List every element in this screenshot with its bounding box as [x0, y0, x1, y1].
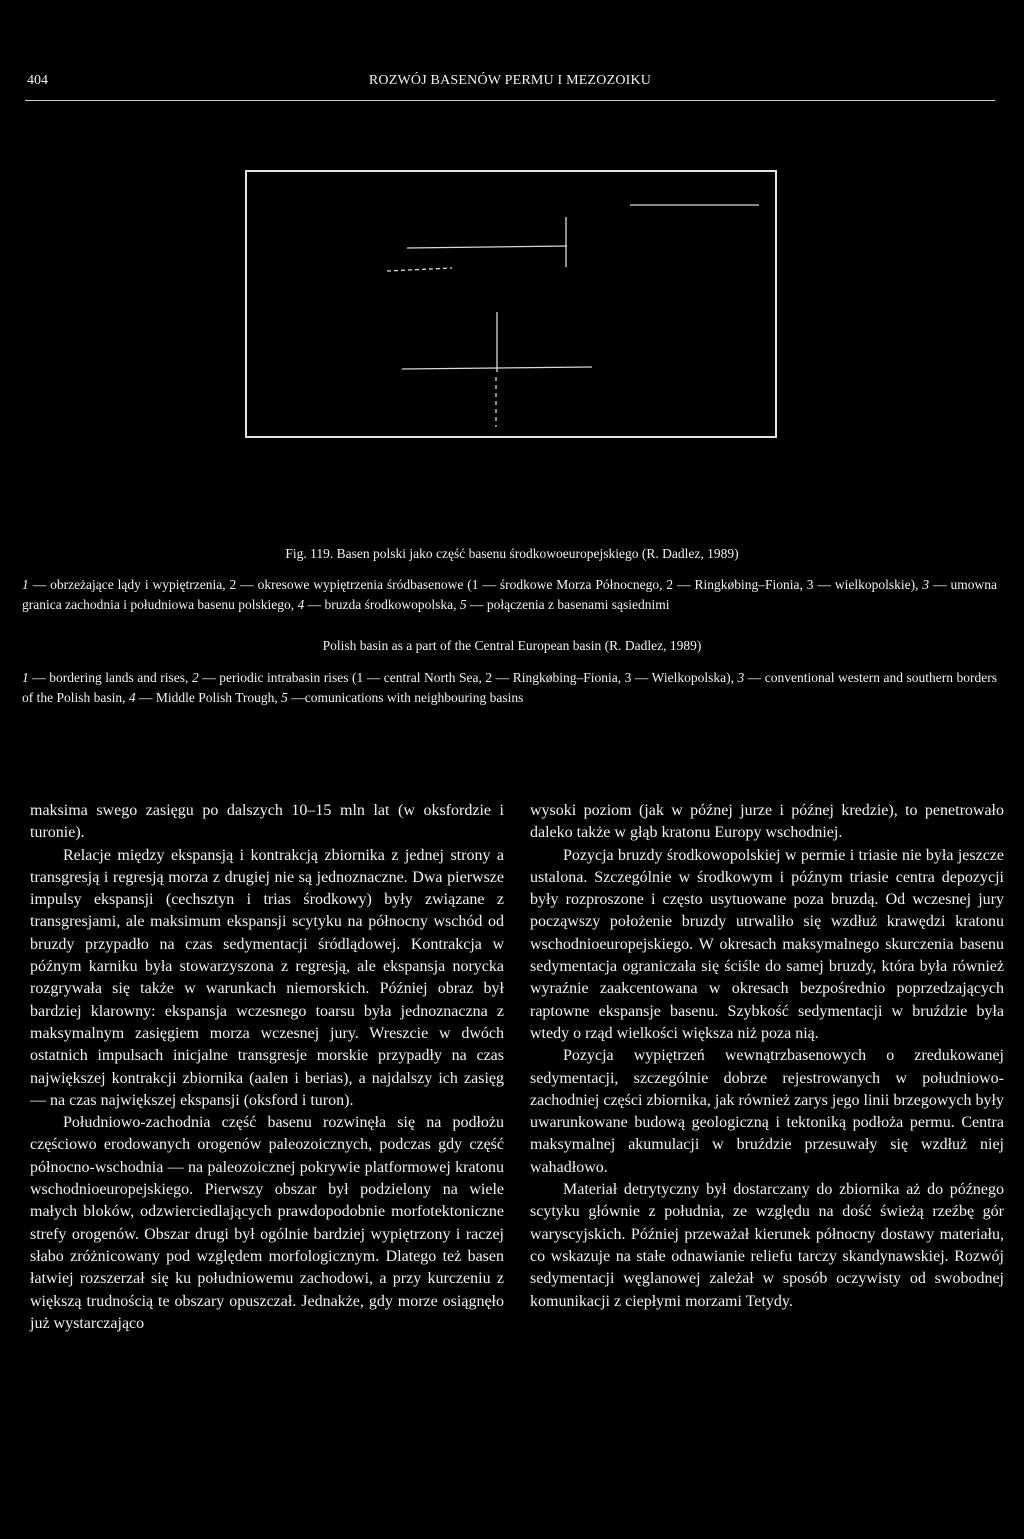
figure-caption-legend-pl: [22, 575, 997, 615]
map-line-upper-dashed: [387, 268, 452, 271]
caption_pl_legend-legend-number: 4: [297, 597, 305, 612]
caption_pl_legend-legend-text: — połączenia z basenami sąsiednimi: [466, 597, 670, 612]
paragraph: maksima swego zasięgu po dalszych 10–15 mln lat (w oksfordzie i turonie).: [30, 802, 504, 842]
paragraph: Materiał detrytyczny był dostarczany do zbiornika aż do późnego scytyku głównie z południa, ze względu na dość świeżą rzeźbę gór waryscyjskich. Później przeważał kierunek północny dostawy materiału, co wskazuje na stałe odnawianie reliefu tarczy skandynawskiej. Rozwój sedymentacji węglanowej zależał w sposób oczywisty od swobodnej komunikacji z ciepłymi morzami Tetydy.: [530, 1181, 1004, 1310]
figure-caption-legend-en: [22, 668, 997, 708]
text-column-right: [530, 800, 1004, 1313]
caption_pl_legend-legend-number: 1: [22, 577, 29, 592]
text-column-left: [30, 800, 504, 1335]
caption_pl_legend-legend-text: — bruzda środkowopolska,: [304, 597, 460, 612]
caption_en_legend-legend-text: — Middle Polish Trough,: [135, 690, 282, 705]
map-line-upper-horizontal: [407, 246, 567, 248]
paragraph: Południowo-zachodnia część basenu rozwinęła się na podłożu częściowo erodowanych orogenów paleozoicznych, podczas gdy część północno-wschodnia — na paleozoicznej pokrywie platformowej kratonu wschodnioeuropejskiego. Pierwszy obszar był podzielony na wiele małych bloków, odzwierciedlających prawdopodobnie morfotektoniczne strefy orogenów. Obszar drugi był ogólnie bardziej wypiętrzony i raczej słabo zróżnicowany pod względem morfologicznym. Dlatego też basen łatwiej rozszerzał się ku południowemu zachodowi, a przy kurczeniu z większą trudnością te obszary opuszczał. Jednakże, gdy morze osiągnęło już wystarczająco: [30, 1114, 504, 1332]
caption_pl_legend-legend-text: — umowna granica zachodnia i południowa basenu polskiego,: [22, 577, 997, 612]
caption_en_legend-legend-text: — periodic intrabasin rises (1 — central North Sea, 2 — Ringkøbing–Fionia, 3 — Wielkopolska),: [198, 670, 738, 685]
caption_pl_legend-legend-number: 5: [459, 597, 467, 612]
figure-caption-title-pl: Fig. 119. Basen polski jako część basenu środkowoeuropejskiego (R. Dadlez, 1989): [285, 546, 739, 561]
caption_en_legend-legend-text: — conventional western and southern borders of the Polish basin,: [22, 670, 998, 705]
caption_en_legend-legend-text: —comunications with neighbouring basins: [287, 690, 524, 705]
paragraph: Relacje między ekspansją i kontrakcją zbiornika z jednej strony a transgresją i regresją morza z drugiej nie są jednoznaczne. Dwa pierwsze impulsy ekspansji (cechsztyn i trias środkowy) były związane z transgresjami, ale maksimum ekspansji scytyku na północny wschód od bruzdy przypadło na czas sedymentacji śródlądowej. Kontrakcja w późnym karniku była stowarzyszona z regresją, ale ekspansja norycka rozgrywała się także w warunkach niemorskich. Później obraz był bardziej klarowny: ekspansja wczesnego toarsu była jednoznaczna z maksymalnym zasięgiem morza wczesnej jury. Wreszcie w dwóch ostatnich impulsach inicjalne transgresje morskie przypadły na czas największej kontrakcji zbiornika (aalen i berias), a najdalszy ich zasięg — na czas największej ekspansji (oksford i turon).: [30, 846, 504, 1109]
page-header: [25, 70, 995, 101]
caption_en_legend-legend-number: 5: [281, 690, 288, 705]
caption_en_legend-legend-number: 1: [22, 670, 29, 685]
caption_pl_legend-legend-text: — obrzeżające lądy i wypiętrzenia, 2 — okresowe wypiętrzenia śródbasenowe (1 — środkowe Morza Północnego, 2 — Ringkøbing–Fionia, 3 — wielkopolskie),: [28, 577, 923, 592]
caption_pl_legend-legend-number: 3: [922, 577, 930, 592]
paragraph: Pozycja wypiętrzeń wewnątrzbasenowych o zredukowanej sedymentacji, szczególnie dobrze rejestrowanych w południowo-zachodniej części zbiornika, jak również zarys jego linii brzegowych były uwarunkowane budową geologiczną i tektoniką podłoża permu. Centra maksymalnej akumulacji w bruździe przesuwały się wzdłuż niej wahadłowo.: [530, 1047, 1004, 1176]
paragraph: wysoki poziom (jak w późnej jurze i późnej kredzie), to penetrowało daleko także w głąb kratonu Europy wschodniej.: [530, 802, 1004, 842]
paragraph: Pozycja bruzdy środkowopolskiej w permie i triasie nie była jeszcze ustalona. Szczególnie w środkowym i późnym triasie centra depozycji były rozproszone i często usytuowane poza bruzdą. Od wczesnej jury począwszy położenie bruzdy utrwaliło się wzdłuż krawędzi kratonu wschodnioeuropejskiego. W okresach maksymalnego skurczenia basenu sedymentacja ograniczała się ściśle do samej bruzdy, która była również wyraźnie zaakcentowana w okresach bezpośrednio poprzedzających raptowne ekspansje basenu. Szybkość sedymentacji w bruździe była wtedy o rząd wielkości większa niż poza nią.: [530, 846, 1004, 1042]
caption_en_legend-legend-text: — bordering lands and rises,: [28, 670, 192, 685]
figure-map: [245, 170, 777, 438]
caption_en_legend-legend-number: 2: [191, 670, 199, 685]
figure-map-lines: [247, 172, 779, 440]
caption_en_legend-legend-number: 3: [737, 670, 745, 685]
caption_en_legend-legend-number: 4: [128, 690, 136, 705]
running-head: ROZWÓJ BASENÓW PERMU I MEZOZOIKU: [368, 73, 652, 88]
figure-caption-title-en: Polish basin as a part of the Central European basin (R. Dadlez, 1989): [322, 638, 702, 653]
page-number: 404: [27, 73, 48, 88]
